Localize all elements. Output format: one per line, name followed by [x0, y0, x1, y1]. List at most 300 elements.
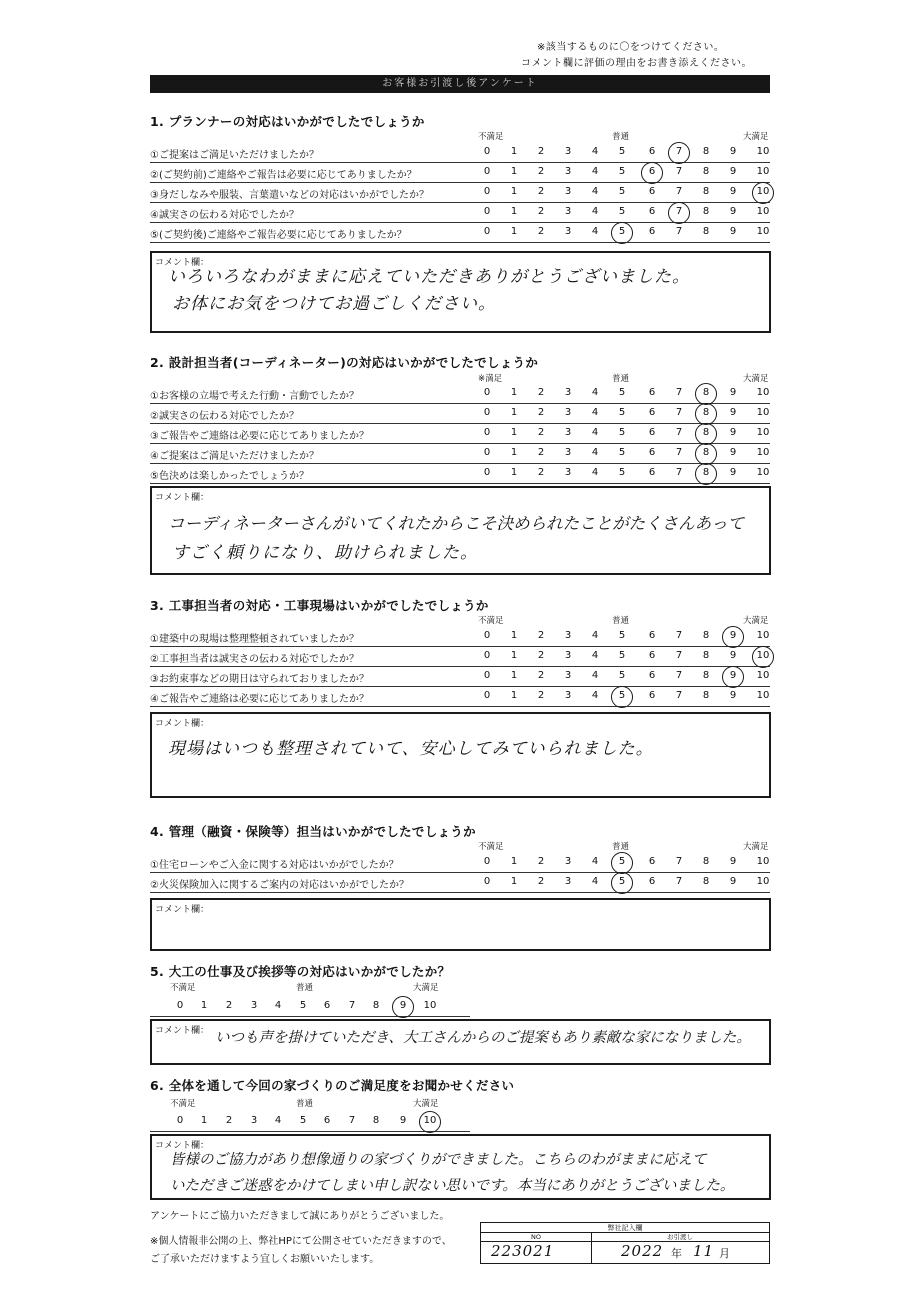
rating-option[interactable]: 9	[729, 447, 737, 458]
rating-option[interactable]: 0	[483, 226, 491, 237]
rating-option[interactable]: 1	[510, 146, 518, 157]
rating-option[interactable]: 5	[618, 650, 626, 661]
rating-option[interactable]: 6	[648, 427, 656, 438]
office-use-label: 弊社記入欄	[481, 1223, 769, 1233]
rating-option[interactable]: 4	[274, 1000, 282, 1011]
rating-option[interactable]: 7	[675, 876, 683, 887]
rating-option[interactable]: 3	[564, 876, 572, 887]
scale-max-label: 大満足	[413, 1099, 439, 1109]
rating-option[interactable]: 5	[618, 146, 626, 157]
question-row	[150, 667, 770, 687]
rating-option[interactable]: 10	[756, 226, 770, 237]
selected-rating-circle	[695, 463, 717, 485]
rating-option[interactable]: 9	[729, 670, 737, 681]
selected-rating-circle	[611, 686, 633, 708]
scale-max-label: 大満足	[743, 132, 769, 142]
question-text: ④ご提案はご満足いただけましたか？	[150, 451, 319, 462]
question-row	[150, 143, 770, 163]
rating-option[interactable]: 5	[618, 856, 626, 867]
rating-option[interactable]: 7	[675, 447, 683, 458]
rating-option[interactable]: 2	[537, 670, 545, 681]
rating-option[interactable]: 7	[675, 630, 683, 641]
rating-option[interactable]: 1	[510, 690, 518, 701]
rating-option[interactable]: 9	[729, 427, 737, 438]
handwritten-comment: 皆様のご協力があり想像通りの家づくりができました。こちらのわがままに応えて	[170, 1152, 707, 1168]
comment-label: コメント欄：	[155, 258, 210, 268]
question-row	[150, 647, 770, 667]
rating-option[interactable]: 5	[618, 387, 626, 398]
rating-option[interactable]: 4	[591, 226, 599, 237]
rating-option[interactable]: 3	[564, 670, 572, 681]
rating-option[interactable]: 2	[225, 1115, 233, 1126]
selected-rating-circle	[752, 182, 774, 204]
selected-rating-circle	[392, 996, 414, 1018]
rating-option[interactable]: 2	[537, 407, 545, 418]
rating-option[interactable]: 4	[591, 387, 599, 398]
rating-option[interactable]: 9	[729, 630, 737, 641]
rating-option[interactable]: 4	[591, 856, 599, 867]
rating-option[interactable]: 2	[537, 876, 545, 887]
rating-option[interactable]: 0	[483, 166, 491, 177]
rating-option[interactable]: 8	[702, 856, 710, 867]
question-row	[150, 687, 770, 707]
rating-option[interactable]: 5	[299, 1000, 307, 1011]
handwritten-comment: コーディネーターさんがいてくれたからこそ決められたことがたくさんあって	[168, 514, 745, 533]
question-text: ④ご報告やご連絡は必要に応じてありましたか？	[150, 694, 369, 705]
rating-option[interactable]: 10	[756, 166, 770, 177]
rating-option[interactable]: 1	[510, 856, 518, 867]
rating-option[interactable]: 5	[618, 876, 626, 887]
rating-option[interactable]: 4	[591, 447, 599, 458]
scale-mid-label: 普通	[612, 616, 630, 626]
rating-option[interactable]: 9	[729, 166, 737, 177]
question-text: ③お約束事などの期日は守られておりましたか？	[150, 674, 369, 685]
rating-option[interactable]: 2	[537, 186, 545, 197]
rating-option[interactable]: 9	[729, 186, 737, 197]
rating-option[interactable]: 7	[675, 467, 683, 478]
rating-option[interactable]: 2	[537, 630, 545, 641]
selected-rating-circle	[695, 423, 717, 445]
handwritten-comment: お体にお気をつけてお過ごしください。	[172, 294, 496, 314]
rating-option[interactable]: 0	[483, 876, 491, 887]
rating-option[interactable]: 2	[537, 166, 545, 177]
rating-option[interactable]: 4	[591, 690, 599, 701]
rating-option[interactable]: 1	[510, 670, 518, 681]
office-use-box	[480, 1222, 770, 1264]
rating-option[interactable]: 7	[348, 1000, 356, 1011]
rating-option[interactable]: 1	[510, 387, 518, 398]
rating-option[interactable]: 6	[648, 226, 656, 237]
rating-option[interactable]: 1	[510, 166, 518, 177]
selected-rating-circle	[641, 162, 663, 184]
rating-option[interactable]: 8	[702, 166, 710, 177]
handover-month: 11	[693, 1242, 715, 1260]
rating-option[interactable]: 2	[537, 206, 545, 217]
rating-option[interactable]: 4	[591, 427, 599, 438]
rating-option[interactable]: 3	[564, 630, 572, 641]
rating-option[interactable]: 0	[483, 856, 491, 867]
question-text: ①お客様の立場で考えた行動・言動でしたか？	[150, 391, 359, 402]
rating-option[interactable]: 5	[618, 186, 626, 197]
handwritten-comment: いただきご迷惑をかけてしまい申し訳ない思いです。本当にありがとうございました。	[170, 1178, 735, 1194]
selected-rating-circle	[695, 403, 717, 425]
question-text: ⑤色決めは楽しかったでしょうか？	[150, 471, 309, 482]
rating-row	[150, 997, 470, 1017]
rating-option[interactable]: 3	[250, 1115, 258, 1126]
rating-option[interactable]: 10	[756, 427, 770, 438]
rating-option[interactable]: 0	[483, 467, 491, 478]
question-text: ②工事担当者は誠実さの伝わる対応でしたか？	[150, 654, 359, 665]
rating-option[interactable]: 2	[537, 427, 545, 438]
rating-option[interactable]: 0	[483, 407, 491, 418]
rating-option[interactable]: 4	[591, 650, 599, 661]
rating-option[interactable]: 0	[483, 146, 491, 157]
rating-option[interactable]: 10	[756, 630, 770, 641]
selected-rating-circle	[419, 1111, 441, 1133]
scale-mid-label: 普通	[612, 374, 630, 384]
rating-option[interactable]: 9	[729, 690, 737, 701]
rating-option[interactable]: 8	[702, 387, 710, 398]
no-label: NO	[531, 1233, 541, 1241]
rating-option[interactable]: 0	[483, 427, 491, 438]
selected-rating-circle	[722, 626, 744, 648]
rating-option[interactable]: 6	[323, 1000, 331, 1011]
rating-option[interactable]: 9	[729, 650, 737, 661]
question-row	[150, 873, 770, 893]
scale-min-label: 不満足	[170, 1099, 196, 1109]
section-title: 4. 管理（融資・保険等）担当はいかがでしたでしょうか	[150, 824, 476, 839]
rating-option[interactable]: 7	[675, 387, 683, 398]
rating-option[interactable]: 7	[348, 1115, 356, 1126]
rating-option[interactable]: 9	[729, 467, 737, 478]
question-row	[150, 203, 770, 223]
rating-option[interactable]: 5	[618, 447, 626, 458]
rating-option[interactable]: 8	[702, 650, 710, 661]
rating-option[interactable]: 7	[675, 146, 683, 157]
rating-option[interactable]: 1	[510, 206, 518, 217]
rating-option[interactable]: 6	[648, 630, 656, 641]
rating-option[interactable]: 8	[702, 876, 710, 887]
rating-option[interactable]: 10	[756, 856, 770, 867]
rating-option[interactable]: 6	[648, 690, 656, 701]
rating-option[interactable]: 8	[702, 690, 710, 701]
rating-option[interactable]: 10	[423, 1000, 437, 1011]
selected-rating-circle	[611, 222, 633, 244]
rating-option[interactable]: 3	[564, 427, 572, 438]
section-title: 5. 大工の仕事及び挨拶等の対応はいかがでしたか？	[150, 964, 451, 979]
rating-option[interactable]: 10	[756, 407, 770, 418]
rating-option[interactable]: 2	[537, 146, 545, 157]
question-text: ③身だしなみや服装、言葉遣いなどの対応はいかがでしたか？	[150, 190, 429, 201]
rating-option[interactable]: 6	[648, 856, 656, 867]
rating-option[interactable]: 0	[483, 387, 491, 398]
rating-option[interactable]: 8	[702, 407, 710, 418]
rating-option[interactable]: 8	[702, 146, 710, 157]
rating-option[interactable]: 3	[564, 467, 572, 478]
rating-option[interactable]: 3	[250, 1000, 258, 1011]
rating-option[interactable]: 7	[675, 206, 683, 217]
rating-option[interactable]: 5	[618, 226, 626, 237]
rating-option[interactable]: 6	[648, 447, 656, 458]
rating-option[interactable]: 6	[648, 186, 656, 197]
question-row	[150, 464, 770, 484]
rating-option[interactable]: 2	[537, 690, 545, 701]
scale-max-label: 大満足	[743, 616, 769, 626]
rating-option[interactable]: 2	[537, 447, 545, 458]
comment-label: コメント欄：	[155, 493, 210, 503]
rating-option[interactable]: 7	[675, 407, 683, 418]
month-unit: 月	[719, 1247, 730, 1260]
rating-option[interactable]: 7	[675, 670, 683, 681]
rating-option[interactable]: 10	[756, 206, 770, 217]
rating-option[interactable]: 5	[618, 630, 626, 641]
question-row	[150, 384, 770, 404]
comment-label: コメント欄：	[155, 905, 210, 915]
rating-option[interactable]: 8	[702, 206, 710, 217]
instruction-note-1: ※該当するものに〇をつけてください。	[537, 42, 725, 53]
rating-row	[150, 1112, 470, 1132]
rating-option[interactable]: 10	[423, 1115, 437, 1126]
question-row	[150, 223, 770, 243]
rating-option[interactable]: 2	[537, 650, 545, 661]
scale-min-label: ※満足	[478, 374, 503, 384]
rating-option[interactable]: 8	[702, 427, 710, 438]
rating-option[interactable]: 6	[648, 467, 656, 478]
rating-option[interactable]: 10	[756, 670, 770, 681]
rating-option[interactable]: 0	[483, 206, 491, 217]
rating-option[interactable]: 8	[702, 447, 710, 458]
rating-option[interactable]: 7	[675, 690, 683, 701]
scale-mid-label: 普通	[612, 132, 630, 142]
rating-option[interactable]: 9	[399, 1115, 407, 1126]
selected-rating-circle	[752, 646, 774, 668]
rating-option[interactable]: 10	[756, 876, 770, 887]
comment-box	[150, 898, 771, 951]
comment-label: コメント欄：	[155, 719, 210, 729]
rating-option[interactable]: 3	[564, 387, 572, 398]
thanks-text: アンケートにご協力いただきまして誠にありがとうございました。	[150, 1211, 450, 1222]
rating-option[interactable]: 7	[675, 166, 683, 177]
rating-option[interactable]: 8	[702, 226, 710, 237]
rating-option[interactable]: 1	[510, 407, 518, 418]
handwritten-comment: いつも声を掛けていただき、大工さんからのご提案もあり素敵な家になりました。	[215, 1030, 751, 1046]
rating-option[interactable]: 3	[564, 166, 572, 177]
rating-option[interactable]: 4	[591, 166, 599, 177]
rating-option[interactable]: 9	[729, 876, 737, 887]
rating-option[interactable]: 8	[702, 467, 710, 478]
question-text: ①ご提案はご満足いただけましたか？	[150, 150, 319, 161]
section-title: 3. 工事担当者の対応・工事現場はいかがでしたでしょうか	[150, 598, 489, 613]
handwritten-comment: いろいろなわがままに応えていただきありがとうございました。	[168, 267, 690, 287]
rating-option[interactable]: 5	[618, 206, 626, 217]
question-text: ③ご報告やご連絡は必要に応じてありましたか？	[150, 431, 369, 442]
question-row	[150, 163, 770, 183]
rating-option[interactable]: 2	[537, 387, 545, 398]
rating-option[interactable]: 8	[702, 186, 710, 197]
rating-option[interactable]: 10	[756, 387, 770, 398]
handwritten-comment: 現場はいつも整理されていて、安心してみていられました。	[168, 739, 654, 759]
rating-option[interactable]: 0	[483, 650, 491, 661]
rating-option[interactable]: 7	[675, 856, 683, 867]
question-text: ①住宅ローンやご入金に関する対応はいかがでしたか？	[150, 860, 399, 871]
rating-option[interactable]: 8	[702, 630, 710, 641]
rating-option[interactable]: 5	[618, 166, 626, 177]
rating-option[interactable]: 10	[756, 467, 770, 478]
rating-option[interactable]: 5	[618, 467, 626, 478]
record-number: 223021	[491, 1242, 555, 1260]
question-row	[150, 404, 770, 424]
rating-option[interactable]: 6	[648, 876, 656, 887]
rating-option[interactable]: 8	[372, 1115, 380, 1126]
rating-option[interactable]: 3	[564, 690, 572, 701]
rating-option[interactable]: 1	[200, 1000, 208, 1011]
selected-rating-circle	[668, 142, 690, 164]
rating-option[interactable]: 0	[483, 690, 491, 701]
rating-option[interactable]: 6	[648, 206, 656, 217]
rating-option[interactable]: 10	[756, 650, 770, 661]
rating-option[interactable]: 10	[756, 447, 770, 458]
rating-option[interactable]: 0	[483, 186, 491, 197]
rating-option[interactable]: 9	[729, 206, 737, 217]
scale-mid-label: 普通	[612, 842, 630, 852]
question-row	[150, 424, 770, 444]
rating-option[interactable]: 3	[564, 856, 572, 867]
rating-option[interactable]: 3	[564, 186, 572, 197]
selected-rating-circle	[611, 852, 633, 874]
rating-option[interactable]: 6	[648, 387, 656, 398]
rating-option[interactable]: 10	[756, 186, 770, 197]
instruction-note-2: コメント欄に評価の理由をお書き添えください。	[521, 58, 752, 69]
rating-option[interactable]: 5	[299, 1115, 307, 1126]
rating-option[interactable]: 3	[564, 447, 572, 458]
rating-option[interactable]: 6	[648, 650, 656, 661]
rating-option[interactable]: 6	[648, 146, 656, 157]
rating-option[interactable]: 10	[756, 690, 770, 701]
question-text: ②(ご契約前)ご連絡やご報告は必要に応じてありましたか？	[150, 170, 417, 181]
rating-option[interactable]: 10	[756, 146, 770, 157]
rating-option[interactable]: 1	[510, 427, 518, 438]
question-text: ②誠実さの伝わる対応でしたか？	[150, 411, 299, 422]
question-row	[150, 853, 770, 873]
rating-option[interactable]: 0	[176, 1115, 184, 1126]
rating-option[interactable]: 7	[675, 186, 683, 197]
year-unit: 年	[671, 1247, 682, 1260]
rating-option[interactable]: 4	[591, 186, 599, 197]
rating-option[interactable]: 0	[483, 670, 491, 681]
handwritten-comment: すごく頼りになり、助けられました。	[172, 543, 478, 563]
rating-option[interactable]: 1	[510, 467, 518, 478]
rating-option[interactable]: 4	[591, 407, 599, 418]
scale-min-label: 不満足	[478, 842, 504, 852]
scale-min-label: 不満足	[170, 983, 196, 993]
selected-rating-circle	[695, 383, 717, 405]
scale-min-label: 不満足	[478, 132, 504, 142]
rating-option[interactable]: 4	[591, 630, 599, 641]
question-text: ①建築中の現場は整理整頓されていましたか？	[150, 634, 359, 645]
rating-option[interactable]: 8	[702, 670, 710, 681]
rating-option[interactable]: 9	[729, 407, 737, 418]
selected-rating-circle	[668, 202, 690, 224]
rating-option[interactable]: 3	[564, 407, 572, 418]
rating-option[interactable]: 1	[510, 630, 518, 641]
selected-rating-circle	[722, 666, 744, 688]
rating-option[interactable]: 4	[591, 467, 599, 478]
rating-option[interactable]: 1	[510, 650, 518, 661]
rating-option[interactable]: 3	[564, 650, 572, 661]
privacy-note-1: ※個人情報非公開の上、弊社HPにて公開させていただきますので、	[150, 1236, 452, 1247]
comment-label: コメント欄：	[155, 1141, 210, 1151]
rating-option[interactable]: 6	[648, 670, 656, 681]
rating-option[interactable]: 6	[648, 407, 656, 418]
rating-option[interactable]: 4	[591, 206, 599, 217]
question-text: ④誠実さの伝わる対応でしたか？	[150, 210, 299, 221]
scale-mid-label: 普通	[296, 1099, 314, 1109]
rating-option[interactable]: 5	[618, 670, 626, 681]
rating-option[interactable]: 3	[564, 226, 572, 237]
rating-option[interactable]: 2	[537, 856, 545, 867]
rating-option[interactable]: 1	[510, 186, 518, 197]
rating-option[interactable]: 1	[510, 876, 518, 887]
rating-option[interactable]: 1	[510, 226, 518, 237]
scale-max-label: 大満足	[743, 842, 769, 852]
section-title: 2. 設計担当者(コーディネーター)の対応はいかがでしたでしょうか	[150, 355, 539, 370]
rating-option[interactable]: 0	[483, 447, 491, 458]
rating-option[interactable]: 9	[729, 387, 737, 398]
scale-max-label: 大満足	[743, 374, 769, 384]
rating-option[interactable]: 4	[591, 670, 599, 681]
scale-mid-label: 普通	[296, 983, 314, 993]
rating-option[interactable]: 1	[200, 1115, 208, 1126]
question-row	[150, 183, 770, 203]
rating-option[interactable]: 9	[399, 1000, 407, 1011]
selected-rating-circle	[611, 872, 633, 894]
rating-option[interactable]: 5	[618, 690, 626, 701]
rating-option[interactable]: 8	[372, 1000, 380, 1011]
rating-option[interactable]: 0	[176, 1000, 184, 1011]
rating-option[interactable]: 6	[648, 166, 656, 177]
rating-option[interactable]: 3	[564, 206, 572, 217]
handover-year: 2022	[621, 1242, 664, 1260]
rating-option[interactable]: 4	[591, 876, 599, 887]
rating-option[interactable]: 4	[274, 1115, 282, 1126]
rating-option[interactable]: 2	[537, 467, 545, 478]
question-row	[150, 444, 770, 464]
rating-option[interactable]: 3	[564, 146, 572, 157]
rating-option[interactable]: 5	[618, 407, 626, 418]
rating-option[interactable]: 5	[618, 427, 626, 438]
rating-option[interactable]: 9	[729, 146, 737, 157]
scale-max-label: 大満足	[413, 983, 439, 993]
question-row	[150, 627, 770, 647]
handover-date-label: お引渡し	[667, 1233, 693, 1241]
scale-min-label: 不満足	[478, 616, 504, 626]
selected-rating-circle	[695, 443, 717, 465]
comment-label: コメント欄：	[155, 1026, 210, 1036]
rating-option[interactable]: 4	[591, 146, 599, 157]
rating-option[interactable]: 7	[675, 427, 683, 438]
question-text: ⑤(ご契約後)ご連絡やご報告必要に応じてありましたか？	[150, 230, 407, 241]
privacy-note-2: ご了承いただけますよう宜しくお願いいたします。	[150, 1254, 380, 1265]
rating-option[interactable]: 9	[729, 856, 737, 867]
rating-option[interactable]: 6	[323, 1115, 331, 1126]
rating-option[interactable]: 2	[225, 1000, 233, 1011]
rating-option[interactable]: 9	[729, 226, 737, 237]
rating-option[interactable]: 0	[483, 630, 491, 641]
rating-option[interactable]: 7	[675, 650, 683, 661]
rating-option[interactable]: 1	[510, 447, 518, 458]
rating-option[interactable]: 2	[537, 226, 545, 237]
rating-option[interactable]: 7	[675, 226, 683, 237]
